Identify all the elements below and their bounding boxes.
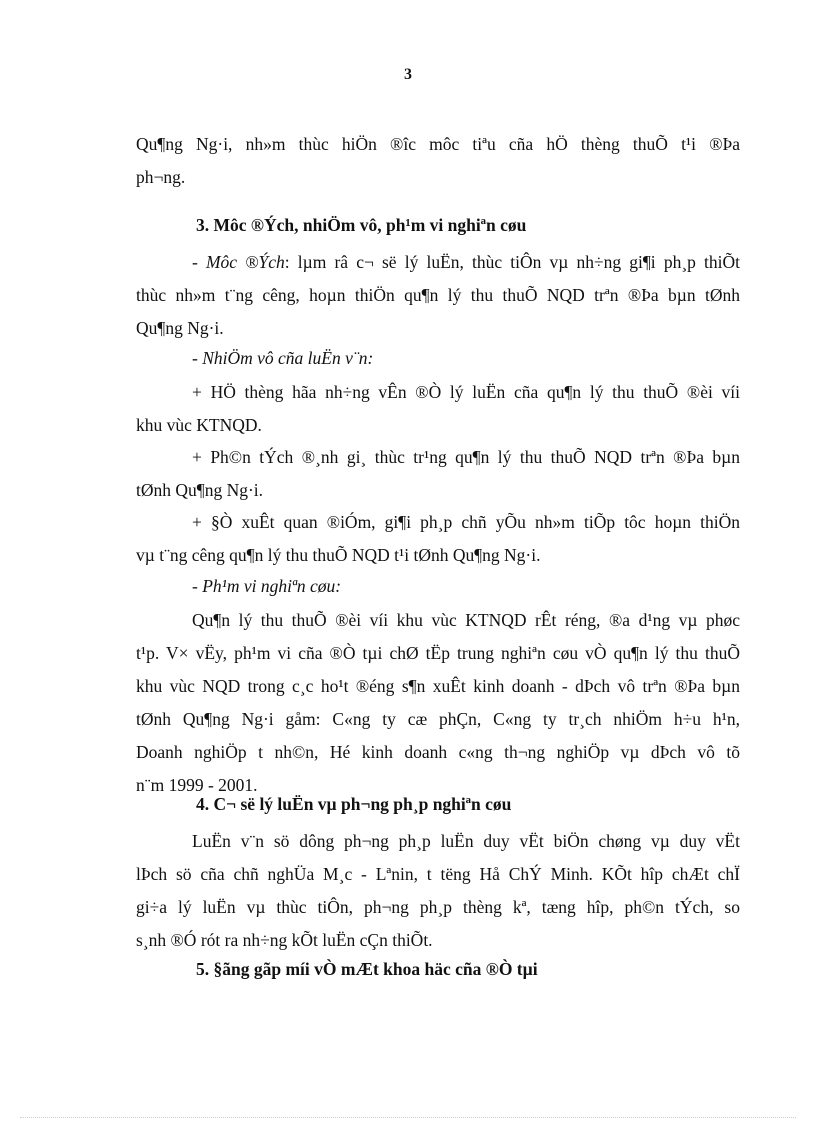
text-line: + Ph©n tÝch ®¸nh gi¸ thùc tr¹ng qu¶n lý thu thuÕ NQD trªn ®Þa bµn [192, 447, 740, 467]
text-line: khu vùc KTNQD. [136, 415, 262, 435]
text-line: vµ t¨ng cêng qu¶n lý thu thuÕ NQD t¹i tØnh Qu¶ng Ng·i. [136, 545, 541, 565]
heading-methodology [136, 788, 740, 821]
text-line: + §Ò xuÊt quan ®iÓm, gi¶i ph¸p chñ yÕu nh»m tiÕp tôc hoµn thiÖn [192, 512, 740, 532]
section-heading: 4. C¬ së lý luËn vµ ph¬ng ph¸p nghiªn cøu [196, 794, 512, 814]
task-item-2 [136, 441, 740, 507]
task-item-1 [136, 376, 740, 442]
text-line: Qu¶n lý thu thuÕ ®èi víi khu vùc KTNQD rÊt réng, ®a d¹ng vµ phøc [192, 610, 740, 630]
text-line [136, 246, 740, 279]
paragraph-scope [136, 604, 740, 802]
tasks-label-block [136, 342, 740, 375]
page-bottom-divider [20, 1117, 796, 1118]
paragraph-intro [136, 128, 740, 194]
heading-contributions [136, 953, 740, 986]
scope-label: - Ph¹m vi nghiªn cøu: [192, 576, 342, 596]
text-line: s¸nh ®Ó rót ra nh÷ng kÕt luËn cÇn thiÕt. [136, 930, 433, 950]
page-number: 3 [404, 66, 412, 83]
text-line: gi÷a lý luËn vµ thùc tiÔn, ph¬ng ph¸p thèng kª, tæng hîp, ph©n tÝch, so [136, 897, 740, 917]
section-heading: 5. §ãng gãp míi vÒ mÆt khoa häc cña ®Ò tµi [196, 959, 538, 979]
text-line: tØnh Qu¶ng Ng·i gåm: C«ng ty cæ phÇn, C«ng ty tr¸ch nhiÖm h÷u h¹n, [136, 709, 740, 729]
text-line: lÞch sö cña chñ nghÜa M¸c - Lªnin, t tëng Hå ChÝ Minh. KÕt hîp chÆt chÏ [136, 864, 740, 884]
task-item-3 [136, 506, 740, 572]
text-line: t¹p. V× vËy, ph¹m vi cña ®Ò tµi chØ tËp trung nghiªn cøu vÒ qu¶n lý thu thuÕ [136, 643, 740, 663]
text-line: + HÖ thèng hãa nh÷ng vÊn ®Ò lý luËn cña qu¶n lý thu thuÕ ®èi víi [192, 382, 740, 402]
text-line: Doanh nghiÖp t nh©n, Hé kinh doanh c«ng th¬ng nghiÖp vµ dÞch vô tõ [136, 742, 740, 762]
purpose-text: : lµm râ c¬ së lý luËn, thùc tiÔn vµ nh÷ng gi¶i ph¸p thiÕt [284, 252, 741, 272]
tasks-label: - NhiÖm vô cña luËn v¨n: [192, 348, 374, 368]
scope-label-block [136, 570, 740, 603]
text-line: Qu¶ng Ng·i, nh»m thùc hiÖn ®îc môc tiªu cña hÖ thèng thuÕ t¹i ®Þa [136, 134, 740, 154]
paragraph-purpose [136, 246, 740, 345]
paragraph-method [136, 825, 740, 957]
heading-objectives [136, 209, 740, 242]
text-line: Qu¶ng Ng·i. [136, 318, 224, 338]
text-line: LuËn v¨n sö dông ph¬ng ph¸p luËn duy vËt biÖn chøng vµ duy vËt [192, 831, 740, 851]
text-line: thùc nh»m t¨ng cêng, hoµn thiÖn qu¶n lý thu thuÕ NQD trªn ®Þa bµn tØnh [136, 285, 740, 305]
purpose-label: - Môc ®Ých [192, 252, 285, 272]
text-line: ph¬ng. [136, 167, 186, 187]
section-heading: 3. Môc ®Ých, nhiÖm vô, ph¹m vi nghiªn cøu [196, 215, 527, 235]
text-line: tØnh Qu¶ng Ng·i. [136, 480, 264, 500]
text-line: khu vùc NQD trong c¸c ho¹t ®éng s¶n xuÊt kinh doanh - dÞch vô trªn ®Þa bµn [136, 676, 740, 696]
text-line: n¨m 1999 - 2001. [136, 775, 258, 795]
